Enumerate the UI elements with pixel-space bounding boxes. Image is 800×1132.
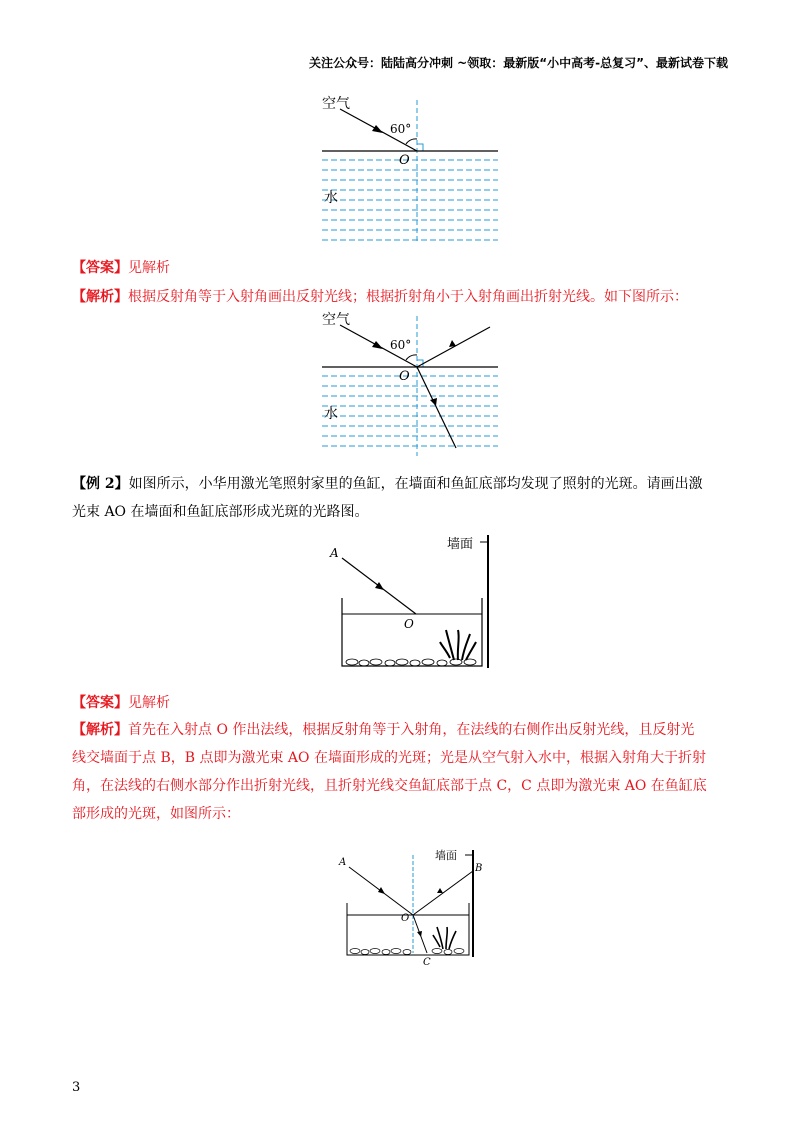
tank — [342, 598, 482, 666]
air-label: 空气 — [322, 96, 350, 112]
answer-tag: 【答案】 — [72, 260, 128, 276]
figure-4-solution-diagram — [335, 845, 495, 970]
analysis-1 — [72, 287, 688, 307]
analysis-tag: 【解析】 — [72, 289, 128, 305]
water-label: 水 — [324, 190, 338, 206]
svg-text:C: C — [423, 957, 431, 968]
answer-text: 见解析 — [128, 260, 170, 276]
reflected-ray — [417, 327, 490, 367]
svg-text:B: B — [475, 863, 483, 874]
wall-label: 墙面 — [447, 537, 474, 552]
water-plant — [440, 630, 476, 660]
svg-text:A: A — [330, 546, 339, 560]
water-dashes — [322, 160, 498, 240]
analysis-2: 【解析】首先在入射点 O 作出法线，根据反射角等于入射角，在法线的右侧作出反射光线，且反射光 线交墙面于点 B，B 点即为激光束 AO 在墙面形成的光斑；光是从空气射入水中，根据入射角大于折射 角，在法线的右侧水部分作出折射光线，且折射光线交鱼缸底部于点 C，C 点即为激光束 AO 在鱼缸底 部形成的光斑，如图所示： — [72, 722, 707, 822]
example-2: 【例 2】如图所示，小华用激光笔照射家里的鱼缸，在墙面和鱼缸底部均发现了照射的光斑。请画出激 光束 AO 在墙面和鱼缸底部形成光斑的光路图。 — [72, 476, 703, 520]
svg-text:O: O — [401, 913, 410, 924]
svg-text:60°: 60° — [390, 338, 412, 352]
pebbles — [346, 659, 476, 666]
example-tag: 【例 2】 — [72, 476, 129, 492]
page-header: 关注公众号：陆陆高分冲刺 ~领取：最新版“小中高考-总复习”、最新试卷下载 — [309, 56, 728, 70]
page-number: 3 — [72, 1080, 81, 1095]
answer-1 — [72, 258, 170, 278]
angle-label: 60° — [390, 122, 412, 136]
answer-2: 【答案】见解析 — [72, 695, 170, 711]
analysis-text: 根据反射角等于入射角画出反射光线；根据折射角小于入射角画出折射光线。如下图所示： — [128, 289, 688, 305]
figure-2-reflection-refraction — [310, 308, 510, 463]
svg-text:O: O — [399, 369, 410, 384]
svg-text:O: O — [404, 617, 414, 631]
svg-text:水: 水 — [324, 406, 338, 422]
svg-text:空气: 空气 — [322, 312, 350, 328]
point-o-label: O — [399, 153, 410, 168]
svg-text:A: A — [339, 857, 347, 868]
svg-text:墙面: 墙面 — [435, 849, 457, 862]
figure-1-incidence-diagram — [310, 92, 510, 247]
figure-3-fish-tank — [320, 530, 500, 670]
